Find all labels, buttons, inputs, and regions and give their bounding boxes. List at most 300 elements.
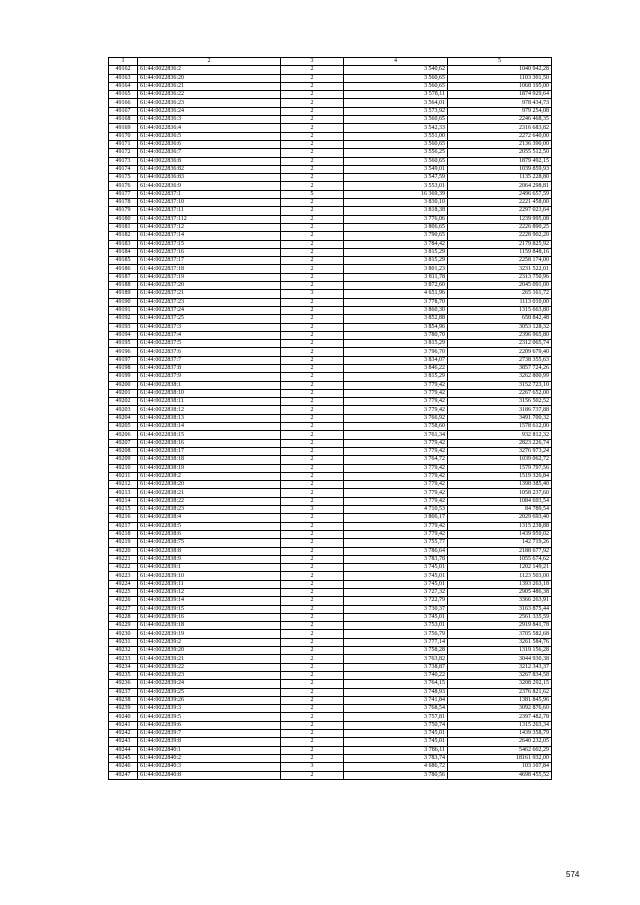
specific-value-cell: 3 783,78 — [344, 555, 448, 563]
group-cell: 2 — [281, 564, 344, 572]
group-cell: 2 — [281, 356, 344, 364]
cadastral-value-cell: 1315 663,80 — [448, 306, 552, 314]
row-number-cell: 49209 — [109, 456, 138, 464]
cadastral-number-cell: 61:44:0022839:25 — [138, 688, 281, 696]
row-number-cell: 49224 — [109, 580, 138, 588]
group-cell: 2 — [281, 306, 344, 314]
cadastral-number-cell: 61:44:0022839:8 — [138, 738, 281, 746]
group-cell: 2 — [281, 481, 344, 489]
specific-value-cell: 3 741,84 — [344, 696, 448, 704]
cadastral-number-cell: 61:44:0022838:17 — [138, 447, 281, 455]
cadastral-number-cell: 61:44:0022837:14 — [138, 232, 281, 240]
table-row — [109, 489, 552, 497]
cadastral-value-cell: 1123 503,00 — [448, 572, 552, 580]
cadastral-value-cell: 2267 652,00 — [448, 389, 552, 397]
cadastral-number-cell: 61:44:0022837:12 — [138, 223, 281, 231]
cadastral-value-cell: 2136 390,00 — [448, 140, 552, 148]
specific-value-cell: 3 766,92 — [344, 414, 448, 422]
specific-value-cell: 3 540,62 — [344, 66, 448, 74]
cadastral-value-cell: 3212 343,37 — [448, 663, 552, 671]
table-row — [109, 174, 552, 182]
specific-value-cell: 3 780,56 — [344, 771, 448, 779]
group-cell: 2 — [281, 157, 344, 165]
group-cell: 2 — [281, 340, 344, 348]
table-row — [109, 589, 552, 597]
group-cell: 2 — [281, 472, 344, 480]
table-row — [109, 91, 552, 99]
specific-value-cell: 3 815,29 — [344, 248, 448, 256]
specific-value-cell: 3 560,65 — [344, 157, 448, 165]
cadastral-number-cell: 61:44:0022837:6 — [138, 348, 281, 356]
table-row — [109, 638, 552, 646]
group-cell: 2 — [281, 373, 344, 381]
row-number-cell: 49168 — [109, 116, 138, 124]
cadastral-value-cell: 3163 875,44 — [448, 605, 552, 613]
row-number-cell: 49187 — [109, 273, 138, 281]
cadastral-value-cell: 3276 973,24 — [448, 447, 552, 455]
table-row — [109, 630, 552, 638]
group-cell: 2 — [281, 530, 344, 538]
cadastral-number-cell: 61:44:0022840:1 — [138, 746, 281, 754]
row-number-cell: 49222 — [109, 564, 138, 572]
specific-value-cell: 4 710,53 — [344, 506, 448, 514]
specific-value-cell: 3 727,32 — [344, 589, 448, 597]
specific-value-cell: 3 846,22 — [344, 364, 448, 372]
table-row — [109, 248, 552, 256]
row-number-cell: 49169 — [109, 124, 138, 132]
specific-value-cell: 3 852,88 — [344, 315, 448, 323]
row-number-cell: 49164 — [109, 82, 138, 90]
table-row — [109, 306, 552, 314]
table-row — [109, 705, 552, 713]
page-number: 574 — [566, 870, 580, 879]
specific-value-cell: 3 745,01 — [344, 580, 448, 588]
row-number-cell: 49184 — [109, 248, 138, 256]
cadastral-value-cell: 3152 723,10 — [448, 381, 552, 389]
cadastral-value-cell: 1113 010,00 — [448, 298, 552, 306]
table-row — [109, 472, 552, 480]
group-cell: 2 — [281, 174, 344, 182]
row-number-cell: 49180 — [109, 215, 138, 223]
specific-value-cell: 3 854,96 — [344, 323, 448, 331]
cadastral-number-cell: 61:44:0022838:18 — [138, 456, 281, 464]
row-number-cell: 49194 — [109, 331, 138, 339]
specific-value-cell: 3 560,65 — [344, 82, 448, 90]
cadastral-value-cell: 1039 859,93 — [448, 165, 552, 173]
specific-value-cell: 3 815,29 — [344, 257, 448, 265]
table-row — [109, 331, 552, 339]
specific-value-cell: 3 786,11 — [344, 746, 448, 754]
row-number-cell: 49183 — [109, 240, 138, 248]
group-cell: 2 — [281, 82, 344, 90]
row-number-cell: 49225 — [109, 589, 138, 597]
specific-value-cell: 3 776,06 — [344, 215, 448, 223]
cadastral-number-cell: 61:44:0022836:21 — [138, 82, 281, 90]
group-cell: 2 — [281, 232, 344, 240]
group-cell: 2 — [281, 647, 344, 655]
cadastral-value-cell: 3231 522,01 — [448, 265, 552, 273]
specific-value-cell: 3 796,70 — [344, 348, 448, 356]
row-number-cell: 49212 — [109, 481, 138, 489]
table-row — [109, 149, 552, 157]
cadastral-number-cell: 61:44:0022838:9 — [138, 555, 281, 563]
cadastral-number-cell: 61:44:0022836:20 — [138, 74, 281, 82]
cadastral-number-cell: 61:44:0022838:5 — [138, 522, 281, 530]
table-body — [109, 58, 552, 780]
cadastral-value-cell: 2045 091,00 — [448, 282, 552, 290]
cadastral-value-cell: 1040 942,28 — [448, 66, 552, 74]
row-number-cell: 49235 — [109, 671, 138, 679]
row-number-cell: 49205 — [109, 423, 138, 431]
row-number-cell: 49191 — [109, 306, 138, 314]
cadastral-number-cell: 61:44:0022837:15 — [138, 240, 281, 248]
specific-value-cell: 3 818,38 — [344, 207, 448, 215]
specific-value-cell: 3 560,65 — [344, 116, 448, 124]
specific-value-cell: 3 779,42 — [344, 447, 448, 455]
row-number-cell: 49188 — [109, 282, 138, 290]
group-cell: 2 — [281, 107, 344, 115]
cadastral-number-cell: 61:44:0022838:2 — [138, 472, 281, 480]
group-cell: 2 — [281, 671, 344, 679]
row-number-cell: 49192 — [109, 315, 138, 323]
specific-value-cell: 3 745,01 — [344, 572, 448, 580]
specific-value-cell: 3 779,42 — [344, 472, 448, 480]
specific-value-cell: 3 779,42 — [344, 439, 448, 447]
header-cell-4: 4 — [344, 58, 448, 66]
cadastral-value-cell: 2246 468,35 — [448, 116, 552, 124]
group-cell: 2 — [281, 215, 344, 223]
cadastral-number-cell: 61:44:0022836:7 — [138, 149, 281, 157]
cadastral-number-cell: 61:44:0022839:15 — [138, 605, 281, 613]
cadastral-number-cell: 61:44:0022839:6 — [138, 721, 281, 729]
row-number-cell: 49230 — [109, 630, 138, 638]
group-cell: 2 — [281, 605, 344, 613]
cadastral-value-cell: 18161 932,00 — [448, 754, 552, 762]
cadastral-number-cell: 61:44:0022837:24 — [138, 306, 281, 314]
table-row — [109, 771, 552, 779]
cadastral-number-cell: 61:44:0022838:11 — [138, 398, 281, 406]
group-cell: 2 — [281, 638, 344, 646]
row-number-cell: 49242 — [109, 730, 138, 738]
group-cell: 2 — [281, 315, 344, 323]
table-row — [109, 265, 552, 273]
specific-value-cell: 3 801,23 — [344, 265, 448, 273]
cadastral-number-cell: 61:44:0022839:11 — [138, 580, 281, 588]
table-row — [109, 215, 552, 223]
specific-value-cell: 3 564,01 — [344, 99, 448, 107]
group-cell: 2 — [281, 456, 344, 464]
cadastral-value-cell: 1103 301,50 — [448, 74, 552, 82]
cadastral-number-cell: 61:44:0022836:82 — [138, 165, 281, 173]
cadastral-number-cell: 61:44:0022839:24 — [138, 680, 281, 688]
row-number-cell: 49203 — [109, 406, 138, 414]
cadastral-value-cell: 3261 584,76 — [448, 638, 552, 646]
table-row — [109, 671, 552, 679]
table-row — [109, 290, 552, 298]
group-cell: 2 — [281, 423, 344, 431]
table-row — [109, 522, 552, 530]
data-table — [108, 57, 552, 780]
cadastral-number-cell: 61:44:0022837:17 — [138, 257, 281, 265]
group-cell: 3 — [281, 763, 344, 771]
row-number-cell: 49171 — [109, 140, 138, 148]
row-number-cell: 49211 — [109, 472, 138, 480]
cadastral-number-cell: 61:44:0022838:16 — [138, 439, 281, 447]
row-number-cell: 49186 — [109, 265, 138, 273]
cadastral-value-cell: 2179 825,92 — [448, 240, 552, 248]
specific-value-cell: 3 806,65 — [344, 223, 448, 231]
group-cell: 2 — [281, 414, 344, 422]
cadastral-value-cell: 2209 679,40 — [448, 348, 552, 356]
specific-value-cell: 3 779,42 — [344, 489, 448, 497]
cadastral-value-cell: 1393 263,18 — [448, 580, 552, 588]
specific-value-cell: 3 556,25 — [344, 149, 448, 157]
group-cell: 3 — [281, 290, 344, 298]
cadastral-number-cell: 61:44:0022836:23 — [138, 99, 281, 107]
cadastral-value-cell: 1135 228,80 — [448, 174, 552, 182]
cadastral-value-cell: 1055 674,62 — [448, 555, 552, 563]
group-cell: 2 — [281, 348, 344, 356]
row-number-cell: 49220 — [109, 547, 138, 555]
table-row — [109, 597, 552, 605]
specific-value-cell: 3 806,17 — [344, 514, 448, 522]
table-row — [109, 199, 552, 207]
table-row — [109, 356, 552, 364]
cadastral-value-cell: 1579 797,56 — [448, 464, 552, 472]
cadastral-number-cell: 61:44:0022838:10 — [138, 389, 281, 397]
group-cell: 2 — [281, 331, 344, 339]
cadastral-value-cell: 2396 965,80 — [448, 331, 552, 339]
specific-value-cell: 3 784,42 — [344, 240, 448, 248]
specific-value-cell: 3 779,42 — [344, 464, 448, 472]
table-row — [109, 190, 552, 198]
cadastral-value-cell: 1519 326,84 — [448, 472, 552, 480]
specific-value-cell: 3 872,60 — [344, 282, 448, 290]
specific-value-cell: 3 779,42 — [344, 406, 448, 414]
row-number-cell: 49167 — [109, 107, 138, 115]
group-cell: 2 — [281, 613, 344, 621]
specific-value-cell: 3 757,81 — [344, 713, 448, 721]
group-cell: 2 — [281, 663, 344, 671]
group-cell: 2 — [281, 265, 344, 273]
cadastral-number-cell: 61:44:0022838:6 — [138, 530, 281, 538]
row-number-cell: 49219 — [109, 539, 138, 547]
row-number-cell: 49232 — [109, 647, 138, 655]
table-row — [109, 613, 552, 621]
row-number-cell: 49206 — [109, 431, 138, 439]
cadastral-value-cell: 2055 512,50 — [448, 149, 552, 157]
specific-value-cell: 3 811,78 — [344, 273, 448, 281]
cadastral-value-cell: 2397 482,78 — [448, 713, 552, 721]
row-number-cell: 49166 — [109, 99, 138, 107]
cadastral-value-cell: 1398 385,40 — [448, 481, 552, 489]
row-number-cell: 49179 — [109, 207, 138, 215]
cadastral-number-cell: 61:44:0022838:4 — [138, 514, 281, 522]
specific-value-cell: 4 651,96 — [344, 290, 448, 298]
group-cell: 2 — [281, 140, 344, 148]
row-number-cell: 49165 — [109, 91, 138, 99]
table-row — [109, 273, 552, 281]
row-number-cell: 49231 — [109, 638, 138, 646]
row-number-cell: 49237 — [109, 688, 138, 696]
cadastral-value-cell: 3053 128,32 — [448, 323, 552, 331]
cadastral-number-cell: 61:44:0022838:15 — [138, 431, 281, 439]
cadastral-number-cell: 61:44:0022836:6 — [138, 140, 281, 148]
group-cell: 3 — [281, 506, 344, 514]
cadastral-value-cell: 3705 582,68 — [448, 630, 552, 638]
group-cell: 2 — [281, 713, 344, 721]
cadastral-value-cell: 1068 195,00 — [448, 82, 552, 90]
cadastral-number-cell: 61:44:0022839:3 — [138, 705, 281, 713]
row-number-cell: 49181 — [109, 223, 138, 231]
cadastral-value-cell: 1439 358,79 — [448, 730, 552, 738]
row-number-cell: 49215 — [109, 506, 138, 514]
cadastral-number-cell: 61:44:0022836:3 — [138, 116, 281, 124]
cadastral-value-cell: 5462 602,29 — [448, 746, 552, 754]
table-row — [109, 555, 552, 563]
table-row — [109, 298, 552, 306]
table-row — [109, 107, 552, 115]
table-row — [109, 282, 552, 290]
row-number-cell: 49162 — [109, 66, 138, 74]
table-row — [109, 157, 552, 165]
group-cell: 2 — [281, 464, 344, 472]
group-cell: 2 — [281, 406, 344, 414]
group-cell: 2 — [281, 91, 344, 99]
cadastral-number-cell: 61:44:0022837:25 — [138, 315, 281, 323]
row-number-cell: 49216 — [109, 514, 138, 522]
cadastral-value-cell: 1159 848,16 — [448, 248, 552, 256]
row-number-cell: 49202 — [109, 398, 138, 406]
specific-value-cell: 3 740,22 — [344, 671, 448, 679]
group-cell: 2 — [281, 364, 344, 372]
table-row — [109, 132, 552, 140]
cadastral-value-cell: 1084 693,54 — [448, 497, 552, 505]
row-number-cell: 49195 — [109, 340, 138, 348]
cadastral-value-cell: 658 842,48 — [448, 315, 552, 323]
table-row — [109, 447, 552, 455]
table-row — [109, 398, 552, 406]
cadastral-value-cell: 3491 700,32 — [448, 414, 552, 422]
row-number-cell: 49245 — [109, 754, 138, 762]
table-row — [109, 406, 552, 414]
group-cell: 2 — [281, 754, 344, 762]
specific-value-cell: 3 761,34 — [344, 431, 448, 439]
cadastral-value-cell: 932 812,32 — [448, 431, 552, 439]
row-number-cell: 49226 — [109, 597, 138, 605]
row-number-cell: 49214 — [109, 497, 138, 505]
table-row — [109, 124, 552, 132]
cadastral-value-cell: 1039 062,72 — [448, 456, 552, 464]
row-number-cell: 49178 — [109, 199, 138, 207]
specific-value-cell: 3 722,79 — [344, 597, 448, 605]
cadastral-value-cell: 1874 929,64 — [448, 91, 552, 99]
specific-value-cell: 3 779,42 — [344, 530, 448, 538]
header-cell-2: 2 — [138, 58, 281, 66]
table-row — [109, 763, 552, 771]
header-cell-1: 1 — [109, 58, 138, 66]
row-number-cell: 49182 — [109, 232, 138, 240]
row-number-cell: 49189 — [109, 290, 138, 298]
group-cell: 2 — [281, 282, 344, 290]
table-row — [109, 464, 552, 472]
table-row — [109, 323, 552, 331]
row-number-cell: 49207 — [109, 439, 138, 447]
row-number-cell: 49247 — [109, 771, 138, 779]
group-cell: 2 — [281, 721, 344, 729]
row-number-cell: 49198 — [109, 364, 138, 372]
group-cell: 2 — [281, 132, 344, 140]
group-cell: 2 — [281, 273, 344, 281]
specific-value-cell: 3 764,15 — [344, 680, 448, 688]
row-number-cell: 49244 — [109, 746, 138, 754]
cadastral-number-cell: 61:44:0022837:18 — [138, 265, 281, 273]
cadastral-number-cell: 61:44:0022837:23 — [138, 298, 281, 306]
cadastral-value-cell: 2297 023,64 — [448, 207, 552, 215]
cadastral-value-cell: 2640 232,05 — [448, 738, 552, 746]
group-cell: 2 — [281, 389, 344, 397]
row-number-cell: 49173 — [109, 157, 138, 165]
table-row — [109, 364, 552, 372]
specific-value-cell: 3 790,65 — [344, 232, 448, 240]
cadastral-number-cell: 61:44:0022839:19 — [138, 630, 281, 638]
header-cell-3: 3 — [281, 58, 344, 66]
cadastral-number-cell: 61:44:0022839:20 — [138, 647, 281, 655]
table-row — [109, 580, 552, 588]
specific-value-cell: 3 860,30 — [344, 306, 448, 314]
group-cell: 2 — [281, 199, 344, 207]
cadastral-value-cell: 2064 298,81 — [448, 182, 552, 190]
group-cell: 2 — [281, 398, 344, 406]
row-number-cell: 49170 — [109, 132, 138, 140]
table-row — [109, 622, 552, 630]
table-row — [109, 340, 552, 348]
table-row — [109, 74, 552, 82]
specific-value-cell: 3 578,11 — [344, 91, 448, 99]
table-row — [109, 140, 552, 148]
cadastral-number-cell: 61:44:0022839:2 — [138, 638, 281, 646]
row-number-cell: 49243 — [109, 738, 138, 746]
specific-value-cell: 3 542,33 — [344, 124, 448, 132]
specific-value-cell: 4 686,72 — [344, 763, 448, 771]
table-row — [109, 439, 552, 447]
row-number-cell: 49234 — [109, 663, 138, 671]
cadastral-number-cell: 61:44:0022840:8 — [138, 771, 281, 779]
specific-value-cell: 3 830,10 — [344, 199, 448, 207]
specific-value-cell: 16 369,39 — [344, 190, 448, 198]
group-cell: 2 — [281, 223, 344, 231]
specific-value-cell: 3 560,65 — [344, 140, 448, 148]
table-row — [109, 257, 552, 265]
cadastral-value-cell: 2738 355,63 — [448, 356, 552, 364]
table-row — [109, 688, 552, 696]
table-row — [109, 481, 552, 489]
row-number-cell: 49176 — [109, 182, 138, 190]
row-number-cell: 49201 — [109, 389, 138, 397]
table-row — [109, 572, 552, 580]
table-row — [109, 539, 552, 547]
cadastral-value-cell: 1315 263,34 — [448, 721, 552, 729]
table-row — [109, 713, 552, 721]
cadastral-value-cell: 2919 841,78 — [448, 622, 552, 630]
group-cell: 2 — [281, 497, 344, 505]
group-cell: 2 — [281, 522, 344, 530]
group-cell: 2 — [281, 771, 344, 779]
row-number-cell: 49246 — [109, 763, 138, 771]
cadastral-number-cell: 61:44:0022838:22 — [138, 497, 281, 505]
specific-value-cell: 3 763,82 — [344, 655, 448, 663]
group-cell: 2 — [281, 165, 344, 173]
